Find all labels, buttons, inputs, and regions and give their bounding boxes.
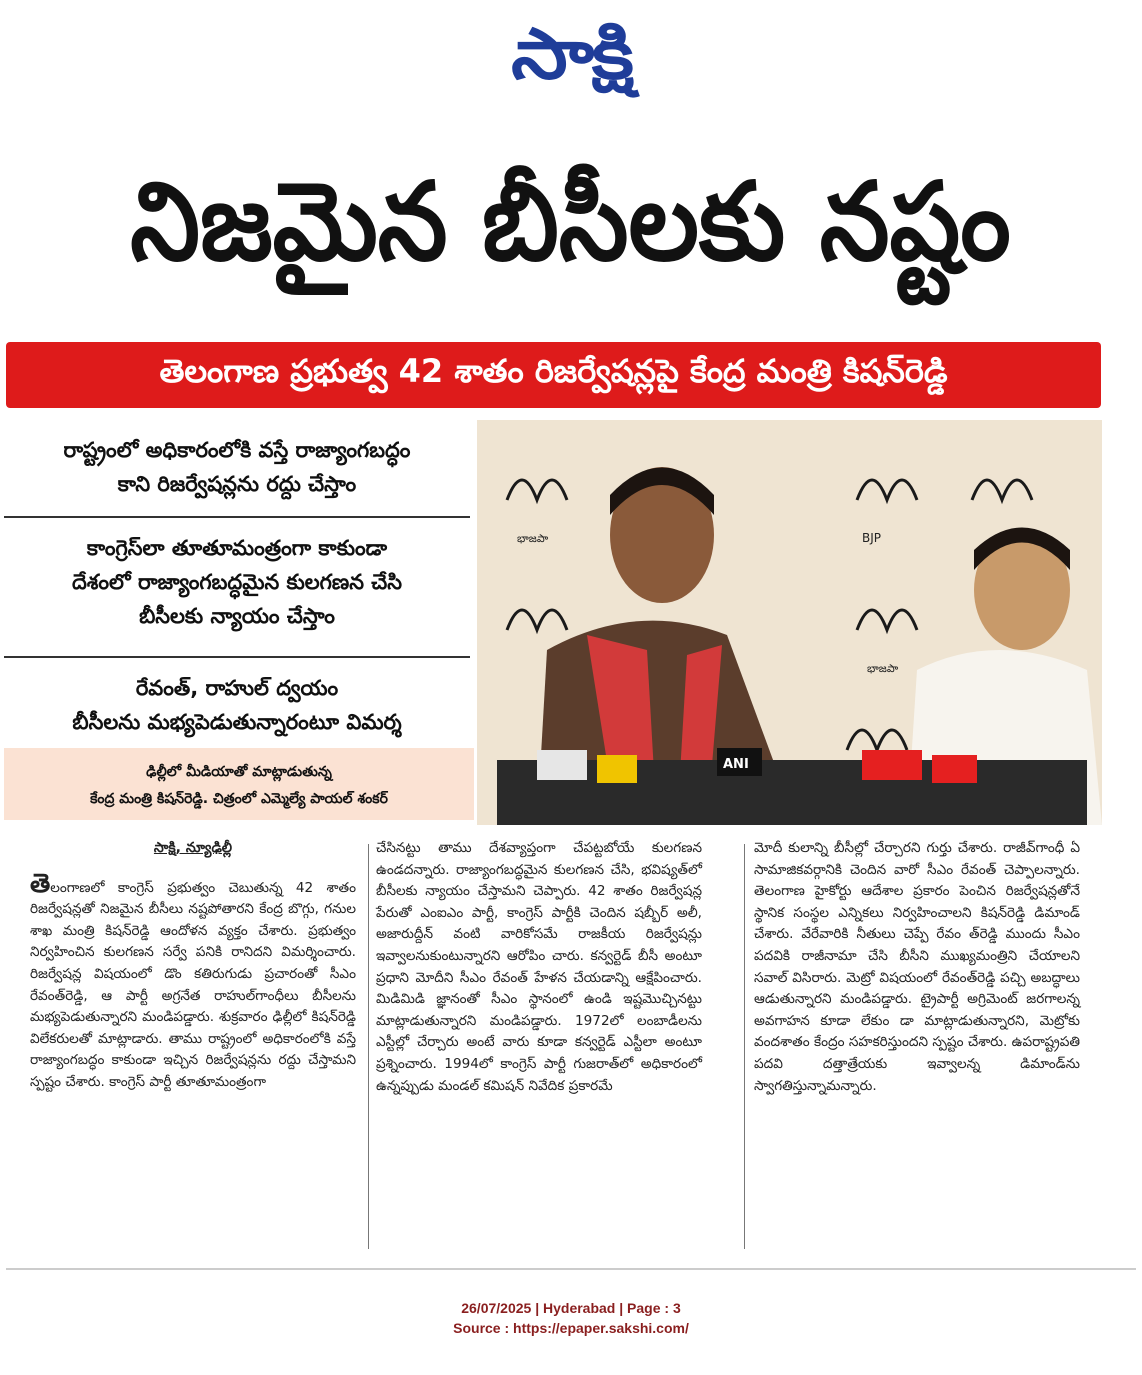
headline: [0, 112, 1142, 334]
masthead: [0, 4, 1142, 104]
page-footer: [0, 1300, 1142, 1336]
highlight-line: బీసీలకు న్యాయం చేస్తాం: [139, 604, 335, 628]
article-column-1: [30, 838, 356, 1258]
highlight-line: దేశంలో రాజ్యాంగబద్ధమైన కులగణన చేసి: [72, 570, 402, 594]
article-byline: సాక్షి, న్యూఢిల్లీ: [153, 840, 233, 856]
drop-cap: తె: [30, 868, 51, 899]
article-column-3: మోదీ కులాన్ని బీసీల్లో చేర్చారని గుర్తు చేశారు. రాజీవ్‌గాంధీ ఏ సామాజికవర్గానికి చెందిన వారో సీఎం రేవంత్ చెప్పాలన్నారు. తెలంగాణ హైకోర్టు ఆదేశాల ప్రకారం పెంచిన రిజర్వేషన్లతోనే స్థానిక సంస్థల ఎన్నికలు నిర్వహించాలని కిషన్‌రెడ్డి డిమాండ్ చేశారు. వేరేవారికి నీతులు చెప్పే రేవం త్‌రెడ్డి ముందు సీఎం పదవికి రాజీనామా చేసి బీసీని ముఖ్యమంత్రిని చేయాలని సవాల్ విసిరారు. మెట్రో విషయంలో రేవంత్‌రెడ్డి పచ్చి అబద్ధాలు ఆడుతున్నారని మండిపడ్డారు. ట్రైపార్టీ అగ్రిమెంట్ జరగాలన్న అవగాహన కూడా లేకుం డా మాట్లాడుతున్నారని, మెట్రోకు వందశాతం కేంద్రం సహకరిస్తుందని స్పష్టం చేశారు. ఉపరాష్ట్రపతి పదవి దత్తాత్రేయకు ఇవ్వాలన్న డిమాండ్‌ను స్వాగతిస్తున్నామన్నారు.: [754, 840, 1080, 1094]
sakshi-logo: సాక్షి: [510, 13, 632, 95]
press-photo: [477, 420, 1102, 825]
subheadline-text: తెలంగాణ ప్రభుత్వ 42 శాతం రిజర్వేషన్లపై కేంద్ర మంత్రి కిషన్‌రెడ్డి: [159, 352, 948, 390]
highlight-line: రాష్ట్రంలో అధికారంలోకి వస్తే రాజ్యాంగబద్ధం: [63, 438, 411, 462]
highlight-line: కాని రిజర్వేషన్లను రద్దు చేస్తాం: [117, 472, 357, 496]
bjp-telugu-label-2: భాజపా: [867, 662, 899, 675]
photo-caption: [4, 748, 474, 820]
footer-date-edition: 26/07/2025 | Hyderabad | Page : 3: [461, 1300, 681, 1316]
headline-text: నిజమైన బీసీలకు నష్టం: [130, 160, 1012, 285]
article-body: [30, 838, 1105, 1263]
footer-source: Source : https://epaper.sakshi.com/: [453, 1320, 689, 1336]
bottom-divider: [6, 1268, 1136, 1270]
article-column-2: చేసినట్టు తాము దేశవ్యాప్తంగా చేపట్టబోయే కులగణన ఉండదన్నారు. రాజ్యాంగబద్ధమైన కులగణన చేసి, భవిష్యత్‌లో బీసీలకు న్యాయం చేస్తామని చెప్పారు. 42 శాతం రిజర్వేషన్ల పేరుతో ఎంఐఎం పార్టీ, కాంగ్రెస్ పార్టీకి చెందిన షబ్బీర్ అలీ, అజారుద్దీన్ వంటి వారికోసమే రాజకీయ రిజర్వేషన్లు ఇవ్వాలనుకుంటున్నారని ఆరోపిం చారు. కన్వర్టెడ్ బీసీ అంటూ ప్రధాని మోదీని సీఎం రేవంత్ హేళన చేయడాన్ని ఆక్షేపించారు. మిడిమిడి జ్ఞానంతో సీఎం స్థానంలో ఉండి ఇష్టమొచ్చినట్టు మాట్లాడుతున్నారని మండిపడ్డారు. 1972లో లంబాడీలను ఎస్టీల్లో చేర్చారు అంటే వారు కూడా కన్వర్టెడ్ ఎస్టీలా అంటూ ప్రశ్నించారు. 1994లో కాంగ్రెస్ పార్టీ గుజరాత్‌లో అధికారంలో ఉన్నప్పుడు మండల్ కమిషన్ నివేదిక ప్రకారమే: [376, 840, 702, 1094]
highlight-line: బీసీలను మభ్యపెడుతున్నారంటూ విమర్శ: [72, 710, 402, 734]
subheadline-bar: [6, 342, 1101, 408]
caption-line-1: ఢిల్లీలో మీడియాతో మాట్లాడుతున్న: [146, 764, 332, 780]
bjp-label-2: BJP: [862, 531, 882, 545]
press-photo-illustration: [477, 420, 1102, 825]
highlight-line: కాంగ్రెస్‌లా తూతూమంత్రంగా కాకుండా: [86, 536, 388, 560]
caption-line-2: కేంద్ర మంత్రి కిషన్‌రెడ్డి. చిత్రంలో ఎమ్మెల్యే పాయల్ శంకర్: [90, 791, 388, 807]
highlights-box: [4, 420, 470, 742]
highlight-1: [4, 420, 470, 516]
ani-mic-label: ANI: [723, 757, 749, 772]
column-divider: [744, 844, 745, 1249]
highlight-2: [4, 516, 470, 656]
article-col1-text: లంగాణలో కాంగ్రెస్ ప్రభుత్వం చెబుతున్న 42 శాతం రిజర్వేషన్లతో నిజమైన బీసీలు నష్టపోతారని కేంద్ర బొగ్గు, గనుల శాఖ మంత్రి కిషన్‌రెడ్డి ఆందోళన వ్యక్తం చేశారు. ప్రభుత్వం నిర్వహించిన కులగణన సర్వే పనికి రానిదని విమర్శించారు. రిజర్వేషన్ల విషయంలో డొం కతిరుగుడు ప్రచారంతో సీఎం రేవంత్‌రెడ్డి, ఆ పార్టీ అగ్రనేత రాహుల్‌గాంధీలు బీసీలను మభ్యపెడుతున్నారని మండిపడ్డారు. శుక్రవారం ఢిల్లీలో కిషన్‌రెడ్డి విలేకరులతో మాట్లాడారు. తాము రాష్ట్రంలో అధికారంలోకి వస్తే రాజ్యాంగబద్ధం కాకుండా ఇచ్చిన రిజర్వేషన్లను రద్దు చేస్తామని స్పష్టం చేశారు. కాంగ్రెస్ పార్టీ తూతూమంత్రంగా: [30, 879, 356, 1090]
highlight-line: రేవంత్, రాహుల్ ద్వయం: [135, 676, 339, 700]
article-col1-paragraph: [30, 868, 356, 1094]
column-divider: [368, 844, 369, 1249]
bjp-telugu-label-1: భాజపా: [517, 532, 549, 545]
highlight-3: [4, 656, 470, 742]
